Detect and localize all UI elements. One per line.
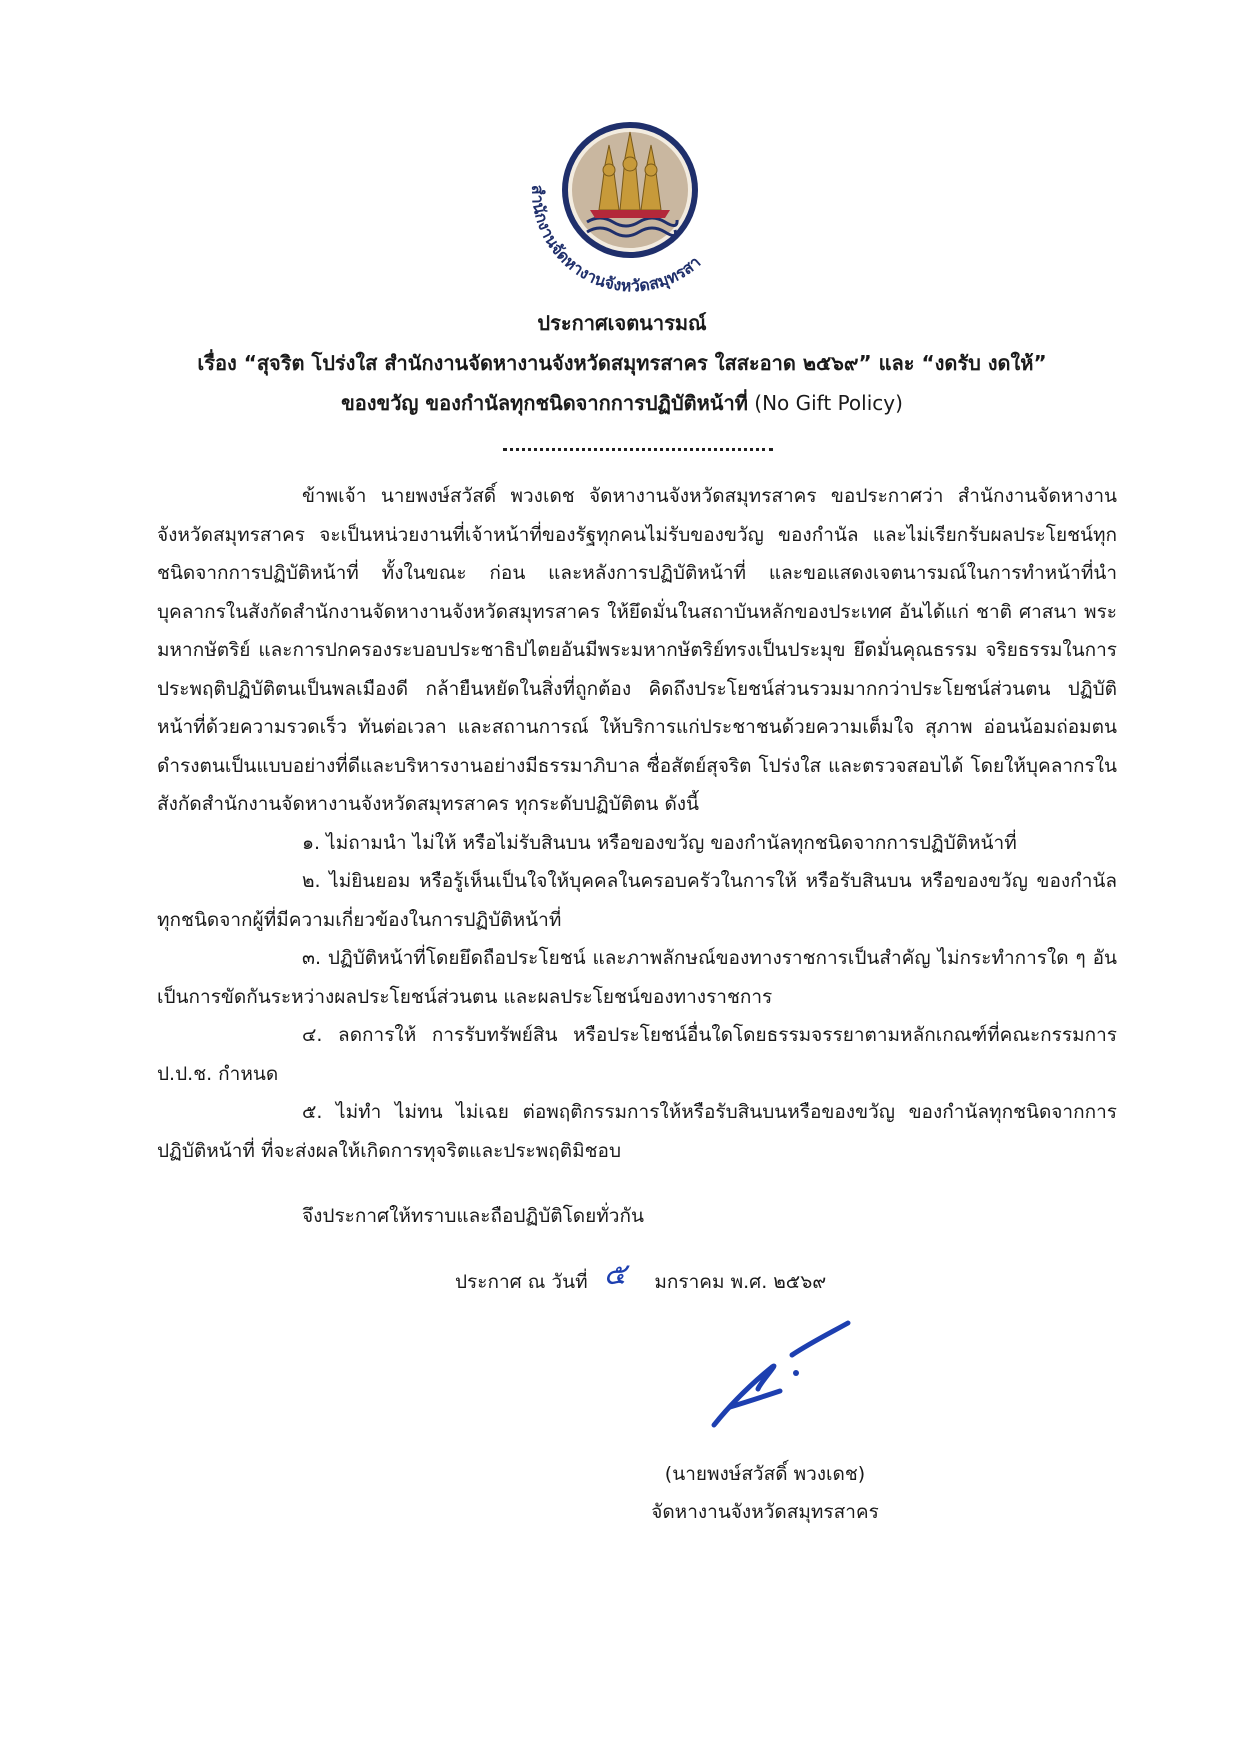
signer-name: (นายพงษ์สวัสดิ์ พวงเดช): [664, 1463, 866, 1485]
closing-statement: จึงประกาศให้ทราบและถือปฏิบัติโดยทั่วกัน: [302, 1205, 644, 1227]
announcement-subject-line1: เรื่อง “สุจริต โปร่งใส สำนักงานจัดหางานจังหวัดสมุทรสาคร ใสสะอาด ๒๕๖๙” และ “งดรับ งดให้”: [197, 351, 1047, 375]
intro-paragraph: ข้าพเจ้า นายพงษ์สวัสดิ์ พวงเดช จัดหางานจังหวัดสมุทรสาคร ขอประกาศว่า สำนักงานจัดหางานจังหวัดสมุทรสาคร จะเป็นหน่วยงานที่เจ้าหน้าที่ของรัฐทุกคนไม่รับของขวัญ ของกำนัล และไม่เรียกรับผลประโยชน์ทุกชนิดจากการปฏิบัติหน้าที่ ทั้งในขณะ ก่อน และหลังการปฏิบัติหน้าที่ และขอแสดงเจตนารมณ์ในการทำหน้าที่นำบุคลากรในสังกัดสำนักงานจัดหางานจังหวัดสมุทรสาคร ให้ยึดมั่นในสถาบันหลักของประเทศ อันได้แก่ ชาติ ศาสนา พระมหากษัตริย์ และการปกครองระบอบประชาธิปไตยอันมีพระมหากษัตริย์ทรงเป็นประมุข ยึดมั่นคุณธรรม จริยธรรมในการประพฤติปฏิบัติตนเป็นพลเมืองดี กล้ายืนหยัดในสิ่งที่ถูกต้อง คิดถึงประโยชน์ส่วนรวมมากกว่าประโยชน์ส่วนตน ปฏิบัติหน้าที่ด้วยความรวดเร็ว ทันต่อเวลา และสถานการณ์ ให้บริการแก่ประชาชนด้วยความเต็มใจ สุภาพ อ่อนน้อมถ่อมตนดำรงตนเป็นแบบอย่างที่ดีและบริหารงานอย่างมีธรรมาภิบาล ซื่อสัตย์สุจริต โปร่งใส และตรวจสอบได้ โดยให้บุคลากรในสังกัดสำนักงานจัดหางานจังหวัดสมุทรสาคร ทุกระดับปฏิบัติตน ดังนี้: [157, 485, 1117, 815]
announcement-subject-line2: [0, 383, 1244, 423]
signer-block: [635, 1455, 895, 1531]
svg-text:สำนักงานจัดหางานจังหวัดสมุทรสา: สำนักงานจัดหางานจังหวัดสมุทรสา: [528, 184, 705, 296]
seal-icon: [505, 110, 755, 310]
list-item: ๑. ไม่ถามนำ ไม่ให้ หรือไม่รับสินบน หรือของขวัญ ของกำนัลทุกชนิดจากการปฏิบัติหน้าที่: [302, 831, 1017, 854]
list-item: ๒. ไม่ยินยอม หรือรู้เห็นเป็นใจให้บุคคลในครอบครัวในการให้ หรือรับสินบน หรือของขวัญ ของกำนัลทุกชนิดจากผู้ที่มีความเกี่ยวข้องในการปฏิบัติหน้าที่: [157, 870, 1117, 931]
handwritten-signature: [700, 1315, 860, 1435]
list-item: ๓. ปฏิบัติหน้าที่โดยยึดถือประโยชน์ และภาพลักษณ์ของทางราชการเป็นสำคัญ ไม่กระทำการใด ๆ อันเป็นการขัดกันระหว่างผลประโยชน์ส่วนตน และผลประโยชน์ของทางราชการ: [157, 947, 1117, 1008]
date-prefix: ประกาศ ณ วันที่: [455, 1271, 588, 1293]
announcement-title: ประกาศเจตนารมณ์: [537, 311, 707, 335]
date-month-year: มกราคม พ.ศ. ๒๕๖๙: [654, 1271, 827, 1293]
signer-position: จัดหางานจังหวัดสมุทรสาคร: [651, 1501, 879, 1523]
subject-line2-english: (No Gift Policy): [747, 391, 903, 415]
announcement-date: [455, 1257, 827, 1301]
list-item: ๔. ลดการให้ การรับทรัพย์สิน หรือประโยชน์อื่นใดโดยธรรมจรรยาตามหลักเกณฑ์ที่คณะกรรมการ ป.ป.ช. กำหนด: [157, 1024, 1117, 1085]
announcement-body: [157, 477, 1117, 1170]
dotted-divider: [503, 442, 773, 451]
subject-line2-bold: ของขวัญ ของกำนัลทุกชนิดจากการปฏิบัติหน้าที่: [341, 391, 748, 415]
announcement-heading: [0, 303, 1244, 423]
office-seal-logo: [505, 110, 755, 310]
list-item: ๕. ไม่ทำ ไม่ทน ไม่เฉย ต่อพฤติกรรมการให้หรือรับสินบนหรือของขวัญ ของกำนัลทุกชนิดจากการปฏิบัติหน้าที่ ที่จะส่งผลให้เกิดการทุจริตและประพฤติมิชอบ: [157, 1101, 1117, 1162]
date-day-handwritten: ๕: [603, 1257, 627, 1292]
